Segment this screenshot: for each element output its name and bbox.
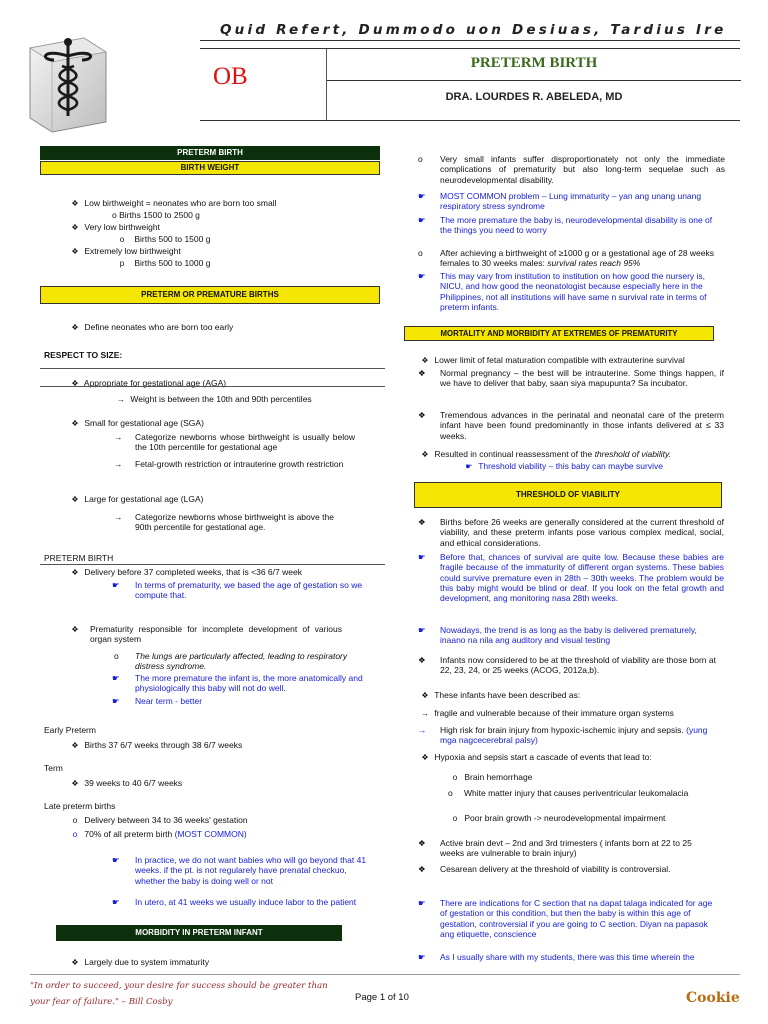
list-item: MOST COMMON problem – Lung immaturity – yan ang unang unang respiratory stress syndrome (440, 191, 702, 212)
section-bar-threshold: THRESHOLD OF VIABILITY (414, 482, 722, 508)
list-item: Cesarean delivery at the threshold of viability is controversial. (440, 864, 671, 874)
list-item: ❖ These infants have been described as: (418, 690, 580, 701)
list-item: ❖ Delivery before 37 completed weeks, that is <36 6/7 week (68, 567, 302, 578)
circle-bullet-icon: o (114, 651, 119, 661)
pointing-hand-icon: ☛ (418, 898, 426, 908)
arrow-right-icon: → (114, 432, 123, 442)
pointing-hand-icon: ☛ (112, 897, 120, 907)
divider (40, 386, 385, 387)
list-item: o Births 500 to 1500 g (119, 234, 211, 244)
diamond-bullet-icon: ❖ (71, 379, 79, 388)
list-item: ❖ Lower limit of fetal maturation compatible with extrauterine survival (418, 355, 685, 366)
pointing-hand-icon: ☛ (418, 215, 426, 225)
arrow-right-icon: → (114, 512, 123, 522)
diamond-bullet-icon: ❖ (71, 247, 79, 256)
respect-heading: RESPECT TO SIZE: (44, 350, 123, 360)
arrow-right-icon: → (421, 709, 429, 718)
diamond-bullet-icon: ❖ (71, 779, 79, 788)
diamond-bullet-icon: ❖ (418, 655, 426, 665)
header-rule-mid (200, 48, 740, 49)
list-item: Active brain devt – 2nd and 3rd trimesters ( infants born at 22 to 25 weeks are vulnerable to brain injury) (440, 838, 692, 859)
pointing-hand-icon: ☛ (112, 855, 120, 865)
list-item: ❖ Births 37 6/7 weeks through 38 6/7 weeks (68, 740, 242, 751)
list-item: ❖ Small for gestational age (SGA) (68, 418, 204, 429)
list-item: ❖ Hypoxia and sepsis start a cascade of events that lead to: (418, 752, 652, 763)
list-item: ❖ Largely due to system immaturity (68, 957, 209, 968)
pointing-hand-icon: ☛ (418, 952, 426, 962)
diamond-bullet-icon: ❖ (71, 495, 79, 504)
list-item: Births before 26 weeks are generally considered at the current threshold of viability, and these preterm infants pose various complex medical, social, and ethical considerations. (440, 517, 724, 548)
pointing-hand-icon: ☛ (418, 271, 426, 281)
list-item (68, 198, 276, 209)
list-item: Infants now considered to be at the threshold of viability are those born at 22, 23, 24, or 25 weeks (ACOG, 2012a,b). (440, 655, 716, 676)
late-preterm-heading: Late preterm births (44, 801, 116, 811)
list-item: Normal pregnancy – the best will be intrauterine. Some things happen, if we have to deliver that baby, saan siya mapupunta? Sa incubator. (440, 368, 724, 389)
list-item: ❖ Large for gestational age (LGA) (68, 494, 203, 505)
section-bar-birth-weight: BIRTH WEIGHT (40, 161, 380, 175)
arrow-right-icon: → (114, 459, 123, 469)
header-rule-top (200, 40, 740, 41)
pointing-hand-icon: ☛ (418, 191, 426, 201)
diamond-bullet-icon: ❖ (71, 419, 79, 428)
list-item: Very small infants suffer disproportionately not only the immediate complications of prematurity but also long-term sequelae such as neurodevelopmental disability. (440, 154, 725, 185)
term-heading: Term (44, 763, 63, 773)
pointing-hand-icon: ☛ (465, 462, 473, 471)
header-rule-bottom (200, 120, 740, 121)
section-bar-preterm-birth: PRETERM BIRTH (40, 146, 380, 160)
diamond-bullet-icon: ❖ (421, 691, 429, 700)
list-item: The lungs are particularly affected, leading to respiratory distress syndrome. (135, 651, 348, 672)
list-item: The more premature the baby is, neurodevelopmental disability is one of the things you need to worry (440, 215, 713, 236)
list-item: o Delivery between 34 to 36 weeks' gestation (72, 815, 248, 825)
diamond-bullet-icon: ❖ (418, 838, 426, 848)
section-bar-mortality: MORTALITY AND MORBIDITY AT EXTREMES OF PREMATURITY (404, 326, 714, 341)
list-item: As I usually share with my students, there was this time wherein the (440, 952, 695, 962)
arrow-right-icon: → (117, 395, 125, 404)
header-title-separator (327, 80, 741, 81)
section-bar-premature: PRETERM OR PREMATURE BIRTHS (40, 286, 380, 304)
pointing-hand-icon: ☛ (418, 625, 426, 635)
list-item: Categorize newborns whose birthweight is above the 90th percentile for gestational age. (135, 512, 334, 533)
diamond-bullet-icon: ❖ (421, 356, 429, 365)
list-item: Categorize newborns whose birthweight is usually below the 10th percentile for gestational age (135, 432, 355, 453)
diamond-bullet-icon: ❖ (71, 625, 79, 634)
pointing-hand-icon: ☛ (418, 552, 426, 562)
header-motto: Quid Refert, Dummodo uon Desiuas, Tardius Ire (220, 22, 727, 38)
list-item: ☛ Threshold viability – this baby can maybe survive (462, 461, 663, 472)
list-item: In terms of prematurity, we based the age of gestation so we compute that. (135, 580, 363, 601)
diamond-bullet-icon: ❖ (71, 568, 79, 577)
diamond-bullet-icon: ❖ (418, 410, 426, 420)
list-item: → Weight is between the 10th and 90th percentiles (114, 394, 312, 405)
preterm-birth-heading: PRETERM BIRTH (44, 553, 114, 563)
diamond-bullet-icon: ❖ (418, 517, 426, 527)
pointing-hand-icon: ☛ (112, 696, 120, 706)
list-item: ❖ Resulted in continual reassessment of the threshold of viability. (418, 449, 671, 460)
list-item: In practice, we do not want babies who will go beyond that 41 weeks. if the pt. is not regularely have prenatal checkuo, whether the baby is doing well or not (135, 855, 367, 886)
list-item: p Births 500 to 1000 g (119, 258, 211, 268)
list-item: There are indications for C section that na dapat talaga indicated for age of gestation or this condition, but then the baby is within this age of gestation, controversial if you are going to C section. Diyan na papasok ang etiquette, conscience (440, 898, 713, 940)
list-item: o 70% of all preterm birth (MOST COMMON) (72, 829, 247, 839)
diamond-bullet-icon: ❖ (421, 753, 429, 762)
pointing-hand-icon: ☛ (112, 673, 120, 683)
page-title: PRETERM BIRTH (470, 55, 598, 71)
lbw-text: Low birthweight = neonates who are born too small (84, 198, 277, 208)
list-item: ❖ 39 weeks to 40 6/7 weeks (68, 778, 182, 789)
list-item: In utero, at 41 weeks we usually induce labor to the patient (135, 897, 357, 907)
section-bar-morbidity: MORBIDITY IN PRETERM INFANT (56, 925, 342, 941)
header-title-box (326, 48, 741, 120)
footer-quote: "In order to succeed, your desire for success should be greater than your fear of failure." – Bill Cosby (30, 981, 328, 1008)
diamond-bullet-icon: ❖ (71, 958, 79, 967)
list-item: High risk for brain injury from hypoxic-ischemic injury and sepsis. (yung mga nagcecerebral palsy) (440, 725, 708, 746)
list-item: Nowadays, the trend is as long as the baby is delivered prematurely, inaano na nila ang auditory and visual testing (440, 625, 697, 646)
arrow-right-icon: → (418, 725, 427, 735)
circle-bullet-icon: o (418, 154, 423, 164)
diamond-bullet-icon: ❖ (421, 450, 429, 459)
subject-label: OB (213, 63, 248, 90)
diamond-bullet-icon: ❖ (418, 368, 426, 378)
list-item: Before that, chances of survival are quite low. Because these babies are fragile because of the immaturity of different organ systems. These babies could survive premature even in 28th – 30th weeks. The problem would be this baby might would be blind or deaf. If you look on the fetal growth and development, ang monitoring nasa 28th weeks. (440, 552, 724, 604)
list-item: Fetal-growth restriction or intrauterine growth restriction (135, 459, 344, 469)
divider (40, 368, 385, 369)
list-item: o Poor brain growth -> neurodevelopmental impairment (452, 813, 666, 823)
diamond-bullet-icon: ❖ (418, 864, 426, 874)
diamond-bullet-icon: ❖ (71, 223, 79, 232)
list-item: ❖ Define neonates who are born too early (68, 322, 233, 333)
list-item: The more premature the infant is, the more anatomically and physiologically this baby will not do well. (135, 673, 363, 694)
brand-signature: Cookie (686, 990, 740, 1006)
list-item: ❖ Extremely low birthweight (68, 246, 181, 257)
diamond-bullet-icon: ❖ (71, 741, 79, 750)
early-preterm-heading: Early Preterm (44, 725, 96, 735)
list-item: o Brain hemorrhage (452, 772, 533, 782)
list-item: Near term - better (135, 696, 203, 706)
list-item: White matter injury that causes periventricular leukomalacia (464, 788, 689, 798)
list-item: ❖ Appropriate for gestational age (AGA) (68, 378, 226, 389)
list-item: This may vary from institution to institution on how good the nursery is, NICU, and how good the neonatologist because especially here in the Philippines, not all institutions will have same n survival rate in terms of preterm infants. (440, 271, 707, 313)
divider (40, 564, 385, 565)
author-name: DRA. LOURDES R. ABELEDA, MD (445, 91, 623, 103)
diamond-bullet-icon: ❖ (71, 199, 79, 208)
list-item: After achieving a birthweight of ≥1000 g or a gestational age of 28 weeks females to 30 weeks males: survival rates reach 95% (440, 248, 715, 269)
list-item: ❖ Very low birthweight (68, 222, 160, 233)
list-item: → fragile and vulnerable because of their immature organ systems (418, 708, 674, 719)
circle-bullet-icon: o (418, 248, 423, 258)
footer-divider (30, 974, 740, 975)
page-number: Page 1 of 10 (355, 992, 409, 1003)
list-item: Prematurity responsible for incomplete development of various organ system (90, 624, 342, 645)
list-item: Tremendous advances in the perinatal and neonatal care of the preterm infant have been found predominantly in those infants delivered at ≤ 33 weeks. (440, 410, 724, 441)
circle-bullet-icon: o (448, 788, 453, 798)
list-item: o Births 1500 to 2500 g (112, 210, 200, 220)
caduceus-logo-icon (22, 30, 112, 135)
pointing-hand-icon: ☛ (112, 580, 120, 590)
diamond-bullet-icon: ❖ (71, 323, 79, 332)
